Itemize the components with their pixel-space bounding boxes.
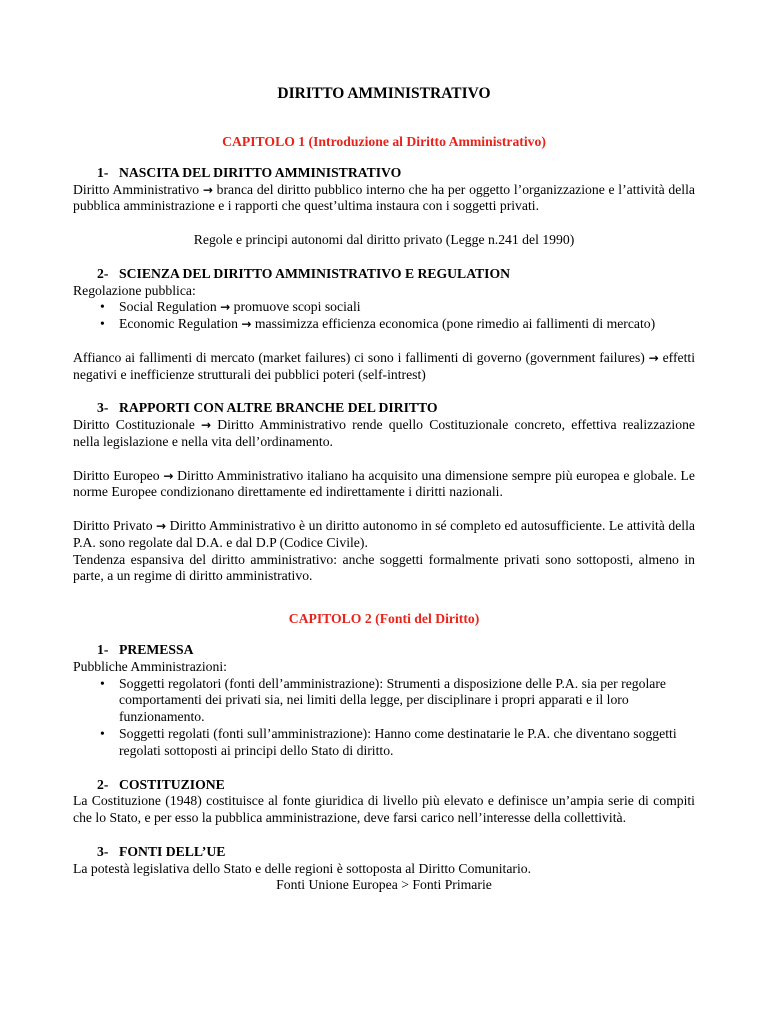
paragraph-costituzione: La Costituzione (1948) costituisce al fonte giuridica di livello più elevato e definisce un’ampia serie di compiti che lo Stato, e per esso la pubblica amministrazione, deve farsi carico nell’interesse della collettività. xyxy=(73,793,695,826)
text-run: Diritto Privato xyxy=(73,517,157,533)
text-run: Diritto Europeo xyxy=(73,467,164,483)
paragraph-intro-regolazione: Regolazione pubblica: xyxy=(73,282,196,298)
bullet-icon: • xyxy=(100,299,105,315)
text-run: Diritto Amministrativo rende quello Costituzionale concreto, effettiva realizzazione nella legislazione e nella vita dell’ordinamento. xyxy=(73,417,695,449)
spacer xyxy=(73,451,695,468)
paragraph-intro-pa: Pubbliche Amministrazioni: xyxy=(73,658,227,674)
text-run: promuove scopi sociali xyxy=(230,299,361,315)
section-title: COSTITUZIONE xyxy=(119,776,225,792)
section-heading-1-3 xyxy=(73,400,695,417)
section-title: SCIENZA DEL DIRITTO AMMINISTRATIVO E REGULATION xyxy=(119,265,511,281)
bullet-icon: • xyxy=(100,675,105,691)
section-heading-2-2 xyxy=(73,777,695,794)
text-run: Soggetti regolatori (fonti dell’amministrazione): Strumenti a disposizione delle P.A. sia per regolare comportamenti dei privati sia, nei limiti della legge, per disciplinare i propri apparati e il loro funzionamento. xyxy=(119,675,666,725)
section-title: NASCITA DEL DIRITTO AMMINISTRATIVO xyxy=(119,164,402,180)
section-number: 2- xyxy=(97,265,109,281)
text-run: Diritto Costituzionale xyxy=(73,417,202,433)
arrow-icon: → xyxy=(202,182,213,197)
chapter-1-heading: CAPITOLO 1 (Introduzione al Diritto Amministrativo) xyxy=(222,134,546,149)
spacer xyxy=(73,501,695,518)
bullet-list-soggetti xyxy=(73,676,695,760)
section-heading-2-3 xyxy=(73,844,695,861)
section-number: 3- xyxy=(97,400,109,416)
text-run: Diritto Amministrativo è un diritto autonomo in sé completo ed autosufficiente. Le attività della P.A. sono regolate dal D.A. e dal D.P (Codice Civile). xyxy=(73,517,695,550)
list-item xyxy=(73,316,695,333)
text-run: Social Regulation xyxy=(119,299,221,315)
text-run: massimizza efficienza economica (pone rimedio ai fallimenti di mercato) xyxy=(251,316,656,332)
centered-note-fonti-ue: Fonti Unione Europea > Fonti Primarie xyxy=(276,877,492,893)
arrow-icon: → xyxy=(220,300,231,315)
spacer xyxy=(73,215,695,232)
text-run: Affianco ai fallimenti di mercato (market failures) ci sono i fallimenti di governo (government failures) xyxy=(73,349,649,365)
document-title: DIRITTO AMMINISTRATIVO xyxy=(277,85,491,102)
paragraph-nascita xyxy=(73,182,695,216)
paragraph-privato xyxy=(73,518,695,552)
arrow-icon: → xyxy=(241,317,252,332)
text-run: effetti negativi e inefficienze strutturali dei pubblici poteri (self-intrest) xyxy=(73,349,695,382)
arrow-icon: → xyxy=(163,468,174,483)
document-page xyxy=(73,84,695,894)
text-run: Diritto Amministrativo italiano ha acquisito una dimensione sempre più europea e globale. Le norme Europee condizionano direttamente ed indirettamente i diritti nazionali. xyxy=(73,467,695,500)
paragraph-government-failures xyxy=(73,350,695,384)
section-title: PREMESSA xyxy=(119,641,194,657)
arrow-icon: → xyxy=(201,418,212,433)
section-heading-1-2 xyxy=(73,266,695,283)
text-run: Diritto Amministrativo xyxy=(73,181,203,197)
section-title: FONTI DELL’UE xyxy=(119,843,226,859)
centered-note-legge: Regole e principi autonomi dal diritto privato (Legge n.241 del 1990) xyxy=(193,231,575,247)
paragraph-potesta: La potestà legislativa dello Stato e delle regioni è sottoposta al Diritto Comunitario. xyxy=(73,860,532,876)
bullet-icon: • xyxy=(100,316,105,332)
paragraph-costituzionale xyxy=(73,417,695,451)
text-run: Economic Regulation xyxy=(119,316,242,332)
bullet-list-regulation xyxy=(73,299,695,333)
section-heading-1-1 xyxy=(73,165,695,182)
paragraph-tendenza: Tendenza espansiva del diritto amministrativo: anche soggetti formalmente privati sono sottoposti, almeno in parte, a un regime di diritto amministrativo. xyxy=(73,551,695,584)
section-number: 1- xyxy=(97,641,109,657)
section-number: 1- xyxy=(97,164,109,180)
chapter-2-heading: CAPITOLO 2 (Fonti del Diritto) xyxy=(288,611,480,627)
section-number: 2- xyxy=(97,776,109,792)
section-heading-2-1 xyxy=(73,642,695,659)
list-item xyxy=(73,676,695,726)
bullet-icon: • xyxy=(100,725,105,741)
arrow-icon: → xyxy=(156,518,167,533)
paragraph-europeo xyxy=(73,468,695,502)
spacer xyxy=(73,333,695,350)
list-item xyxy=(73,726,695,760)
text-run: Soggetti regolati (fonti sull’amministrazione): Hanno come destinatarie le P.A. che diventano soggetti regolati sottoposti ai principi dello Stato di diritto. xyxy=(119,725,677,758)
section-number: 3- xyxy=(97,843,109,859)
text-run: branca del diritto pubblico interno che ha per oggetto l’organizzazione e l’attività della pubblica amministrazione e i rapporti che quest’ultima instaura con i soggetti privati. xyxy=(73,181,695,214)
section-title: RAPPORTI CON ALTRE BRANCHE DEL DIRITTO xyxy=(119,400,438,416)
list-item xyxy=(73,299,695,316)
arrow-icon: → xyxy=(648,350,659,365)
